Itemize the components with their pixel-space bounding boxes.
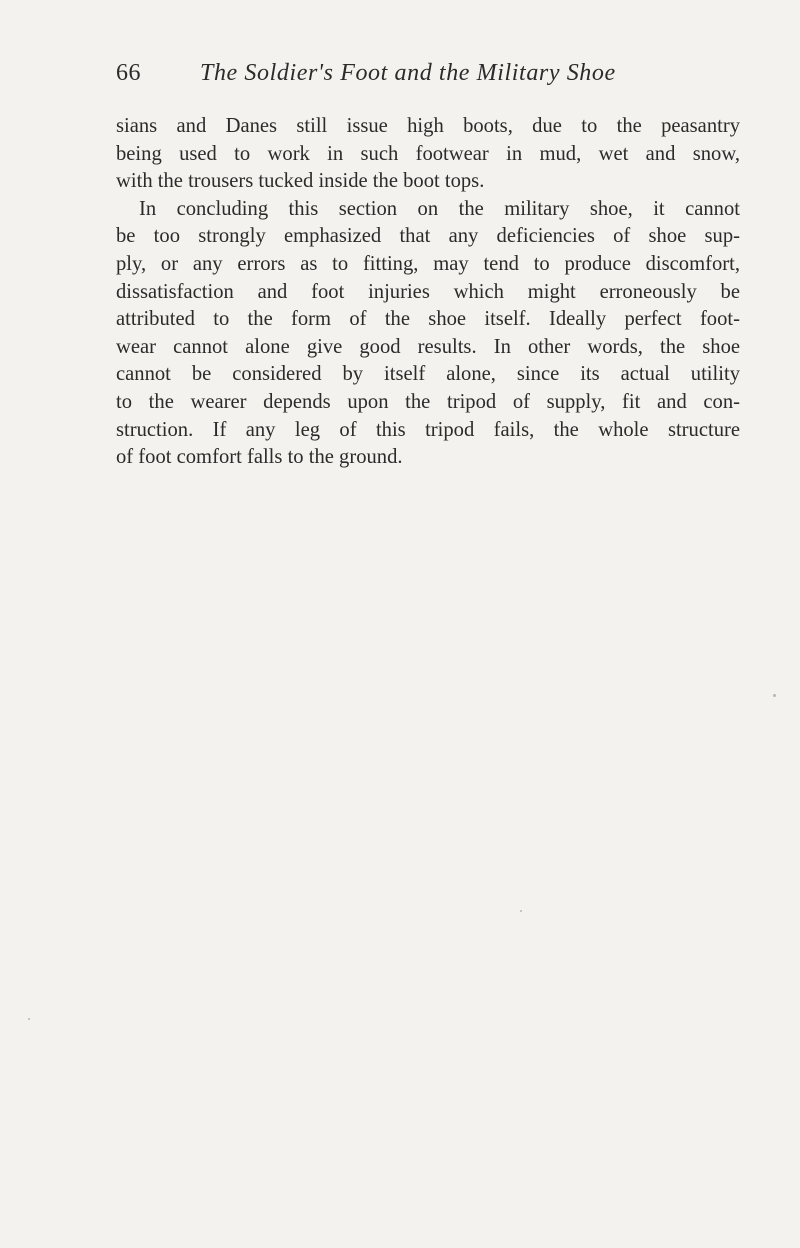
text-line: be too strongly emphasized that any deficiencies of shoe sup-: [116, 225, 740, 248]
text-line: In concluding this section on the military shoe, it cannot: [139, 197, 740, 220]
text-line: cannot be considered by itself alone, since its actual utility: [116, 363, 740, 386]
text-line: struction. If any leg of this tripod fails, the whole structure: [116, 418, 740, 441]
body-text: [116, 113, 740, 472]
page-number: 66: [116, 60, 141, 86]
text-line: ply, or any errors as to fitting, may tend to produce discomfort,: [116, 252, 740, 275]
paragraph-concluding: [116, 196, 740, 472]
text-line: sians and Danes still issue high boots, due to the peasantry: [116, 115, 740, 137]
running-title: The Soldier's Foot and the Military Shoe: [200, 60, 616, 86]
running-head: [116, 60, 716, 96]
paragraph-continuation: [116, 113, 740, 196]
paper-speck: [28, 1018, 30, 1020]
text-line: being used to work in such footwear in mud, wet and snow,: [116, 142, 740, 165]
text-line: to the wearer depends upon the tripod of supply, fit and con-: [116, 390, 740, 413]
text-line: dissatisfaction and foot injuries which might erroneously be: [116, 280, 740, 303]
paper-speck: [520, 910, 522, 912]
paper-speck: [773, 694, 776, 697]
text-line: of foot comfort falls to the ground.: [116, 446, 403, 469]
text-line: wear cannot alone give good results. In other words, the shoe: [116, 335, 740, 358]
text-line: attributed to the form of the shoe itself. Ideally perfect foot-: [116, 308, 740, 331]
text-line: with the trousers tucked inside the boot tops.: [116, 170, 485, 193]
